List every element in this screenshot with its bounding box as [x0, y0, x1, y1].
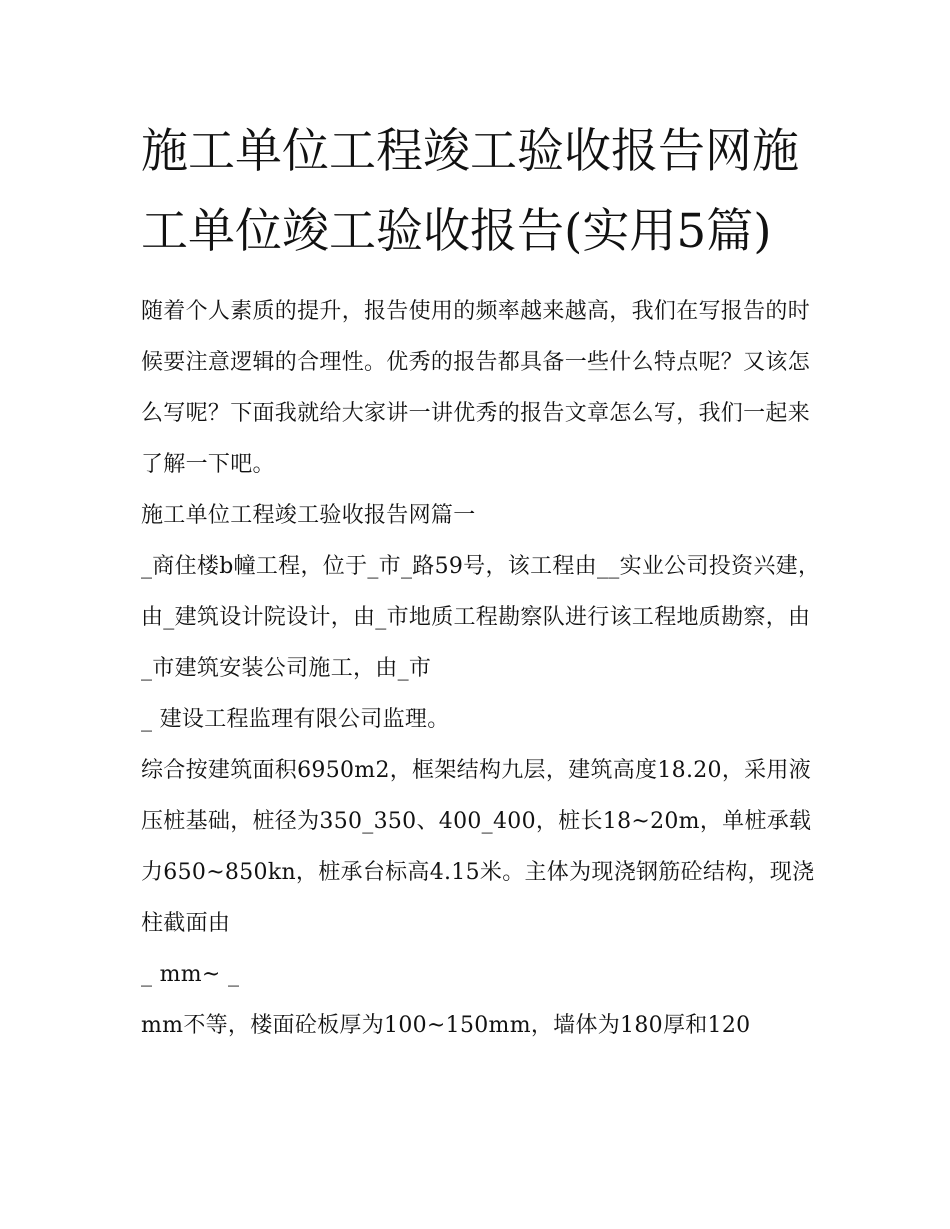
document-title: 施工单位工程竣工验收报告网施工单位竣工验收报告(实用5篇) — [141, 124, 799, 259]
floor-wall-line: mm不等，楼面砼板厚为100~150mm，墙体为180厚和120 — [141, 1013, 751, 1038]
supervision-line: _ 建设工程监理有限公司监理。 — [141, 707, 450, 732]
project-paragraph: _商住楼b幢工程，位于_市_路59号，该工程由__实业公司投资兴建，由_建筑设计院设计，由_市地质工程勘察队进行该工程地质勘察，由_市建筑安装公司施工，由_市 — [141, 554, 821, 681]
dimension-line: _ mm~ _ — [141, 962, 240, 987]
document-page — [141, 112, 821, 1051]
intro-paragraph: 随着个人素质的提升，报告使用的频率越来越高，我们在写报告的时候要注意逻辑的合理性。优秀的报告都具备一些什么特点呢？又该怎么写呢？下面我就给大家讲一讲优秀的报告文章怎么写，我们一起来了解一下吧。 — [141, 299, 811, 477]
section-heading: 施工单位工程竣工验收报告网篇一 — [141, 503, 476, 528]
structure-paragraph: 综合按建筑面积6950m2，框架结构九层，建筑高度18.20，采用液压桩基础，桩径为350_350、400_400，桩长18~20m，单桩承载力650~850kn，桩承台标高4.15米。主体为现浇钢筋砼结构，现浇柱截面由 — [141, 758, 815, 936]
